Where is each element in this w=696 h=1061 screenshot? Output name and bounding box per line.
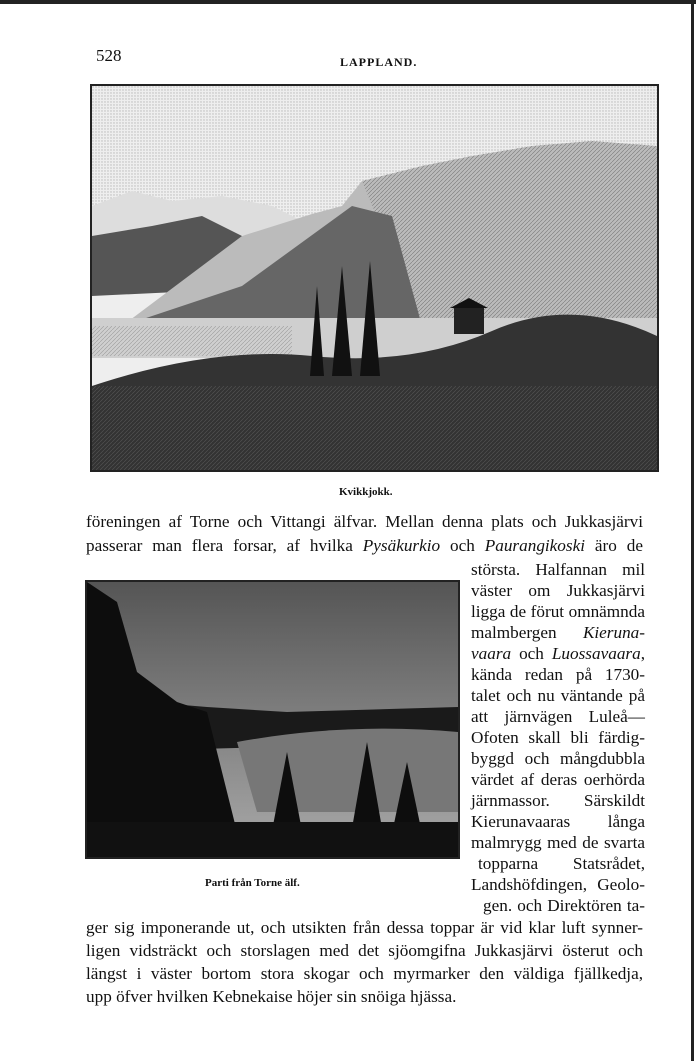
- column-text-line: [471, 623, 645, 643]
- place-name: Pysäkurkio: [362, 536, 441, 555]
- running-head: LAPPLAND.: [340, 55, 418, 69]
- column-text-line: malmrygg med de svarta: [471, 833, 645, 852]
- body-text-line: ligen vidsträckt och storslagen med det sjöomgifna Jukkasjärvi österut och: [86, 941, 643, 960]
- engraving-kvikkjokk: [90, 84, 659, 472]
- column-text-line: ligga de förut omnämnda: [471, 602, 645, 621]
- column-text-line: Kierunavaaras långa: [471, 812, 645, 831]
- column-text-line: väster om Jukkasjärvi: [471, 581, 645, 600]
- text-span: och: [511, 644, 552, 663]
- column-text-line: att järnvägen Luleå—: [471, 707, 645, 726]
- text-span: äro de: [585, 536, 643, 555]
- place-name: Luossavaara: [551, 644, 641, 663]
- text-span: passerar man flera forsar, af hvilka: [86, 536, 363, 555]
- scan-edge-right: [691, 0, 694, 1061]
- page-number: 528: [96, 46, 122, 65]
- place-name: Kieruna-: [582, 623, 645, 642]
- column-text-line: gen. och Direktören ta-: [483, 896, 645, 915]
- scan-edge-top: [0, 0, 696, 4]
- figure-caption: Kvikkjokk.: [339, 486, 393, 498]
- body-text-line: [86, 512, 643, 532]
- column-text-line: största. Halfannan mil: [471, 560, 645, 579]
- body-text-line: [86, 536, 643, 556]
- column-text-line: kända redan på 1730-: [471, 665, 645, 684]
- column-text-line: värdet af deras oerhörda: [471, 770, 645, 789]
- column-text-line: järnmassor. Särskildt: [471, 791, 645, 810]
- body-text-line: ger sig imponerande ut, och utsikten från dessa toppar är vid klar luft synner-: [86, 918, 643, 937]
- photo-torne-alf: [85, 580, 460, 859]
- column-text-line: Landshöfdingen, Geolo-: [471, 875, 645, 894]
- column-text-line: [471, 644, 645, 664]
- text-span: malmbergen: [471, 623, 583, 642]
- place-name: Paurangikoski: [484, 536, 585, 555]
- body-text-line: längst i väster bortom stora skogar och myrmarker den väldiga fjällkedja,: [86, 964, 643, 983]
- place-name: vaara: [471, 644, 512, 663]
- figure-caption: Parti från Torne älf.: [205, 877, 300, 889]
- text-span: och: [440, 536, 485, 555]
- column-text-line: Ofoten skall bli färdig-: [471, 728, 645, 747]
- body-text-line: upp öfver hvilken Kebnekaise höjer sin snöiga hjässa.: [86, 987, 457, 1006]
- column-text-line: talet och nu väntande på: [471, 686, 645, 705]
- text-span: föreningen af Torne och Vittangi älfvar. Mellan denna plats och Jukkasjärvi: [86, 512, 643, 531]
- column-text-line: byggd och mångdubbla: [471, 749, 645, 768]
- text-span: ,: [640, 644, 645, 663]
- column-text-line: topparna Statsrådet,: [478, 854, 645, 873]
